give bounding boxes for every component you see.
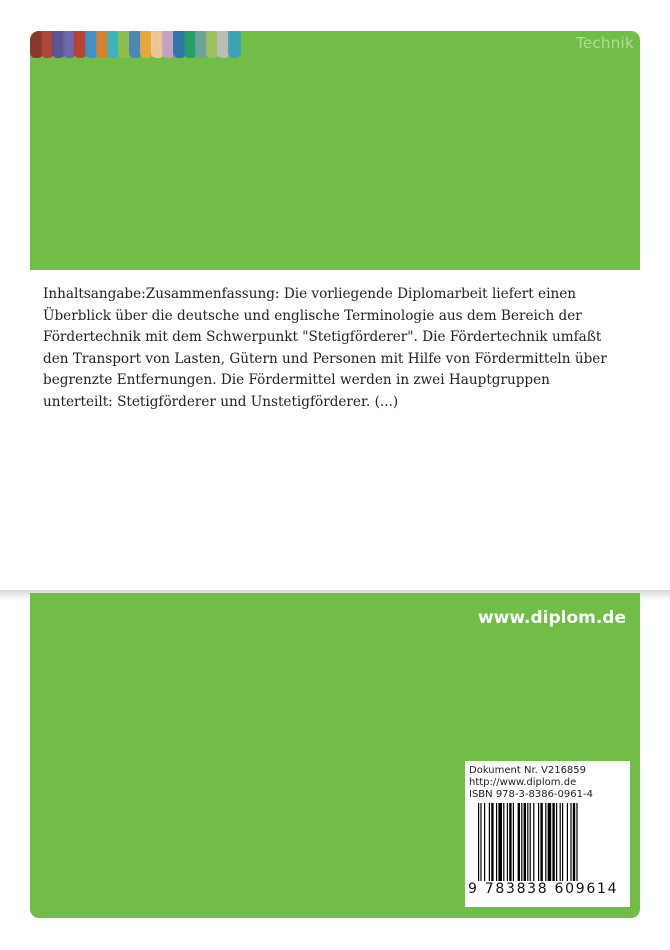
barcode-bar bbox=[576, 803, 577, 881]
barcode-bar bbox=[524, 803, 526, 881]
barcode-bar bbox=[567, 803, 568, 881]
barcode-bar bbox=[573, 803, 575, 881]
color-stripe bbox=[228, 31, 241, 58]
barcode-graphic bbox=[478, 803, 620, 883]
barcode-bar bbox=[498, 803, 502, 881]
barcode-bar bbox=[509, 803, 511, 881]
barcode-bar bbox=[489, 803, 490, 881]
document-number: Dokument Nr. V216859 bbox=[469, 765, 587, 776]
document-info bbox=[469, 765, 593, 801]
barcode-bar bbox=[480, 803, 481, 881]
barcode-bar bbox=[484, 803, 485, 881]
barcode-bar bbox=[545, 803, 546, 881]
barcode-bar bbox=[478, 803, 479, 881]
barcode-digits: 9 783838 609614 bbox=[468, 881, 619, 897]
barcode-bar bbox=[548, 803, 552, 881]
barcode-bar bbox=[527, 803, 528, 881]
barcode-bar bbox=[540, 803, 542, 881]
barcode-bar bbox=[570, 803, 571, 881]
barcode-bar bbox=[538, 803, 539, 881]
barcode-bar bbox=[556, 803, 557, 881]
barcode-bar bbox=[530, 803, 531, 881]
publisher-website[interactable]: www.diplom.de bbox=[477, 608, 626, 628]
barcode-bar bbox=[518, 803, 520, 881]
cover-bottom-panel bbox=[30, 593, 640, 918]
barcode-bar bbox=[521, 803, 522, 881]
barcode-bar bbox=[507, 803, 508, 881]
cover-top-panel bbox=[30, 31, 640, 270]
barcode-bar bbox=[552, 803, 554, 881]
color-stripes bbox=[30, 31, 239, 58]
barcode-bar bbox=[560, 803, 561, 881]
barcode-bar bbox=[533, 803, 534, 881]
barcode-box bbox=[465, 761, 630, 907]
barcode-bar bbox=[503, 803, 504, 881]
barcode-bar bbox=[496, 803, 497, 881]
barcode-bar bbox=[513, 803, 514, 881]
document-url: http://www.diplom.de bbox=[469, 777, 577, 788]
isbn-number: ISBN 978-3-8386-0961-4 bbox=[469, 789, 593, 800]
blurb-text: Inhaltsangabe:Zusammenfassung: Die vorliegende Diplomarbeit liefert einen Überblick über die deutsche und englische Terminologie aus dem Bereich der Fördertechnik mit dem Schwerpunkt "Stetigförderer". Die Fördertechnik umfaßt den Transport von Lasten, Gütern und Personen mit Hilfe von Fördermitteln über begrenzte Entfernungen. Die Fördermittel werden in zwei Hauptgruppen unterteilt: Stetigförderer und Unstetigförderer. (...) bbox=[43, 286, 607, 410]
category-label: Technik bbox=[575, 34, 634, 52]
barcode-bar bbox=[562, 803, 563, 881]
barcode-bar bbox=[491, 803, 493, 881]
